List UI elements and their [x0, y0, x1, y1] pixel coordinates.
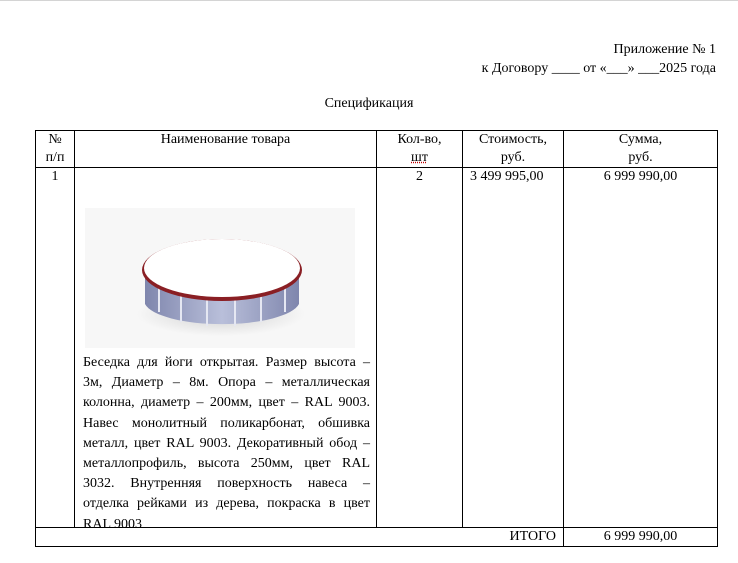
header-quantity: Кол-во, шт [377, 131, 463, 168]
header-price: Стоимость, руб. [463, 131, 564, 168]
table-header-row [36, 131, 718, 168]
row-product-cell [75, 168, 377, 532]
document-title: Спецификация [324, 96, 414, 111]
header-sum: Сумма, руб. [564, 131, 718, 168]
row-number: 1 [36, 168, 75, 528]
specification-table [35, 130, 718, 547]
product-description: Беседка для йоги открытая. Размер высота – 3м, Диаметр – 8м. Опора – металлическая колонна, диаметр – 200мм, цвет – RAL 9003. Навес монолитный поликарбонат, обшивка металл, цвет RAL 9003. Декоративный обод – металлопрофиль, высота 250мм, цвет RAL 3032. Внутренняя поверхность навеса – отделка рейками из дерева, покраска в цвет RAL 9003 [83, 355, 370, 532]
product-image [85, 208, 355, 348]
appendix-number: Приложение № 1 [613, 42, 716, 57]
row-quantity: 2 [377, 168, 463, 528]
gazebo-illustration [85, 208, 355, 348]
total-value: 6 999 990,00 [564, 528, 718, 547]
row-sum: 6 999 990,00 [564, 168, 718, 528]
appendix-header [482, 40, 716, 78]
document-top-border [0, 0, 738, 1]
total-label: ИТОГО [36, 528, 564, 547]
header-product-name: Наименование товара [75, 131, 377, 168]
contract-reference: к Договору ____ от «___» ___2025 года [481, 61, 716, 76]
row-price: 3 499 995,00 [463, 168, 564, 528]
header-number: № п/п [36, 131, 75, 168]
table-row [36, 168, 718, 528]
